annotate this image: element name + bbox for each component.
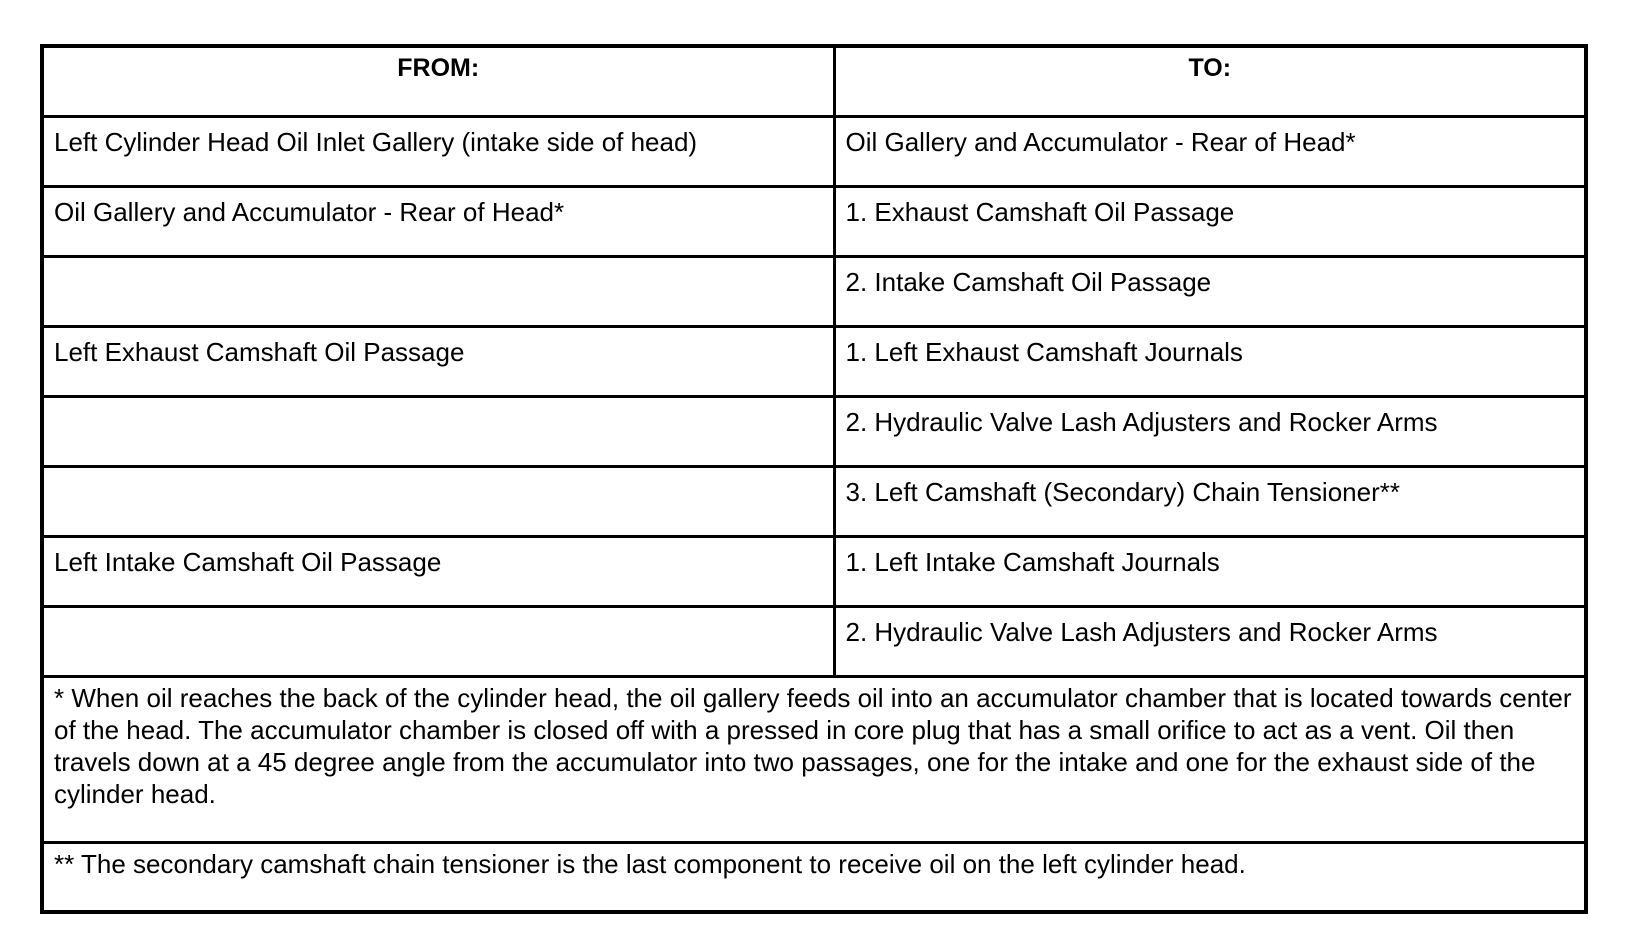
footnote-tensioner: ** The secondary camshaft chain tensioner is the last component to receive oil on the left cylinder head. (42, 842, 1586, 912)
to-cell: 1. Left Exhaust Camshaft Journals (834, 326, 1586, 396)
header-row (42, 46, 1586, 116)
to-cell: 2. Hydraulic Valve Lash Adjusters and Rocker Arms (834, 606, 1586, 676)
table-row (42, 466, 1586, 536)
from-cell: Oil Gallery and Accumulator - Rear of Head* (42, 186, 834, 256)
to-cell: 1. Exhaust Camshaft Oil Passage (834, 186, 1586, 256)
footnote-accumulator: * When oil reaches the back of the cylinder head, the oil gallery feeds oil into an accumulator chamber that is located towards center of the head. The accumulator chamber is closed off with a pressed in core plug that has a small orifice to act as a vent. Oil then travels down at a 45 degree angle from the accumulator into two passages, one for the intake and one for the exhaust side of the cylinder head. (42, 676, 1586, 842)
table-row (42, 396, 1586, 466)
footnote-row (42, 676, 1586, 842)
table-row (42, 326, 1586, 396)
from-header: FROM: (42, 46, 834, 116)
to-cell: 1. Left Intake Camshaft Journals (834, 536, 1586, 606)
oil-flow-table (40, 44, 1588, 914)
from-cell (42, 606, 834, 676)
table-row (42, 116, 1586, 186)
from-cell (42, 466, 834, 536)
table-row (42, 186, 1586, 256)
from-cell: Left Exhaust Camshaft Oil Passage (42, 326, 834, 396)
table-row (42, 256, 1586, 326)
table-row (42, 606, 1586, 676)
from-cell (42, 256, 834, 326)
to-cell: 3. Left Camshaft (Secondary) Chain Tensioner** (834, 466, 1586, 536)
from-cell: Left Intake Camshaft Oil Passage (42, 536, 834, 606)
from-cell: Left Cylinder Head Oil Inlet Gallery (intake side of head) (42, 116, 834, 186)
footnote-row (42, 842, 1586, 912)
from-cell (42, 396, 834, 466)
table-row (42, 536, 1586, 606)
to-cell: Oil Gallery and Accumulator - Rear of Head* (834, 116, 1586, 186)
to-cell: 2. Hydraulic Valve Lash Adjusters and Rocker Arms (834, 396, 1586, 466)
to-header: TO: (834, 46, 1586, 116)
to-cell: 2. Intake Camshaft Oil Passage (834, 256, 1586, 326)
